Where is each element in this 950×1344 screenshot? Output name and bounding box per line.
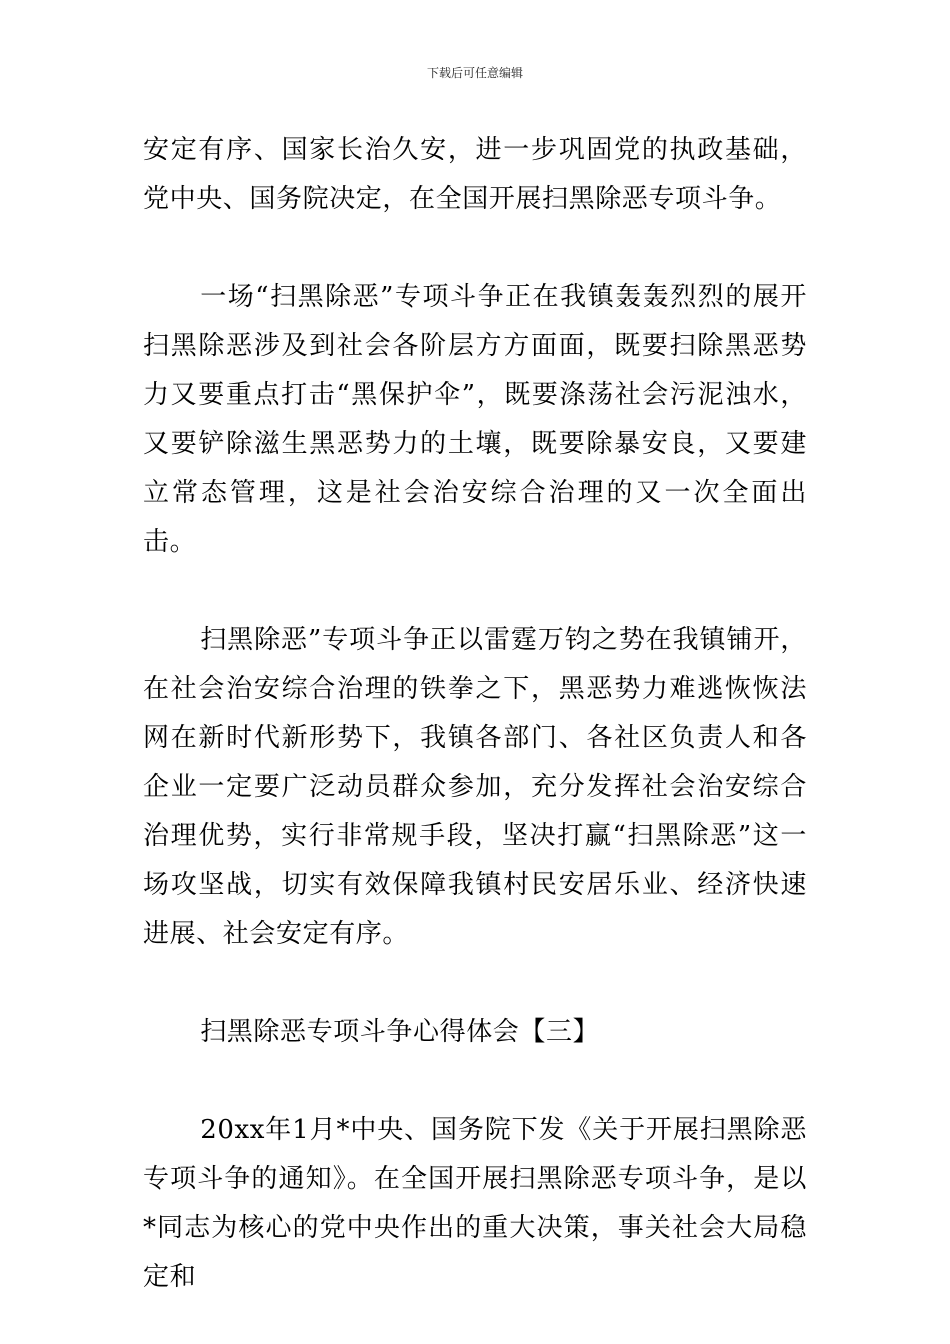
paragraph: 扫黑除恶”专项斗争正以雷霆万钧之势在我镇铺开，在社会治安综合治理的铁拳之下，黑恶势力难逃恢恢法网在新时代新形势下，我镇各部门、各社区负责人和各企业一定要广泛动员群众参加，充分发挥社会治安综合治理优势，实行非常规手段，坚决打赢“扫黑除恶”这一场攻坚战，切实有效保障我镇村民安居乐业、经济快速进展、社会安定有序。 <box>143 625 807 949</box>
paragraph: 20xx年1月*中央、国务院下发《关于开展扫黑除恶专项斗争的通知》。在全国开展扫黑除恶专项斗争，是以*同志为核心的党中央作出的重大决策，事关社会大局稳定和 <box>143 1115 807 1292</box>
paragraph: 一场“扫黑除恶”专项斗争正在我镇轰轰烈烈的展开扫黑除恶涉及到社会各阶层方方面面，既要扫除黑恶势力又要重点打击“黑保护伞”，既要涤荡社会污泥浊水，又要铲除滋生黑恶势力的土壤，既要除暴安良，又要建立常态管理，这是社会治安综合治理的又一次全面出击。 <box>143 282 807 557</box>
section-heading: 扫黑除恶专项斗争心得体会【三】 <box>200 1017 600 1047</box>
page-header-note: 下载后可任意编辑 <box>426 66 523 80</box>
document-body <box>143 126 807 1302</box>
paragraph: 安定有序、国家长治久安，进一步巩固党的执政基础，党中央、国务院决定，在全国开展扫黑除恶专项斗争。 <box>143 135 807 214</box>
